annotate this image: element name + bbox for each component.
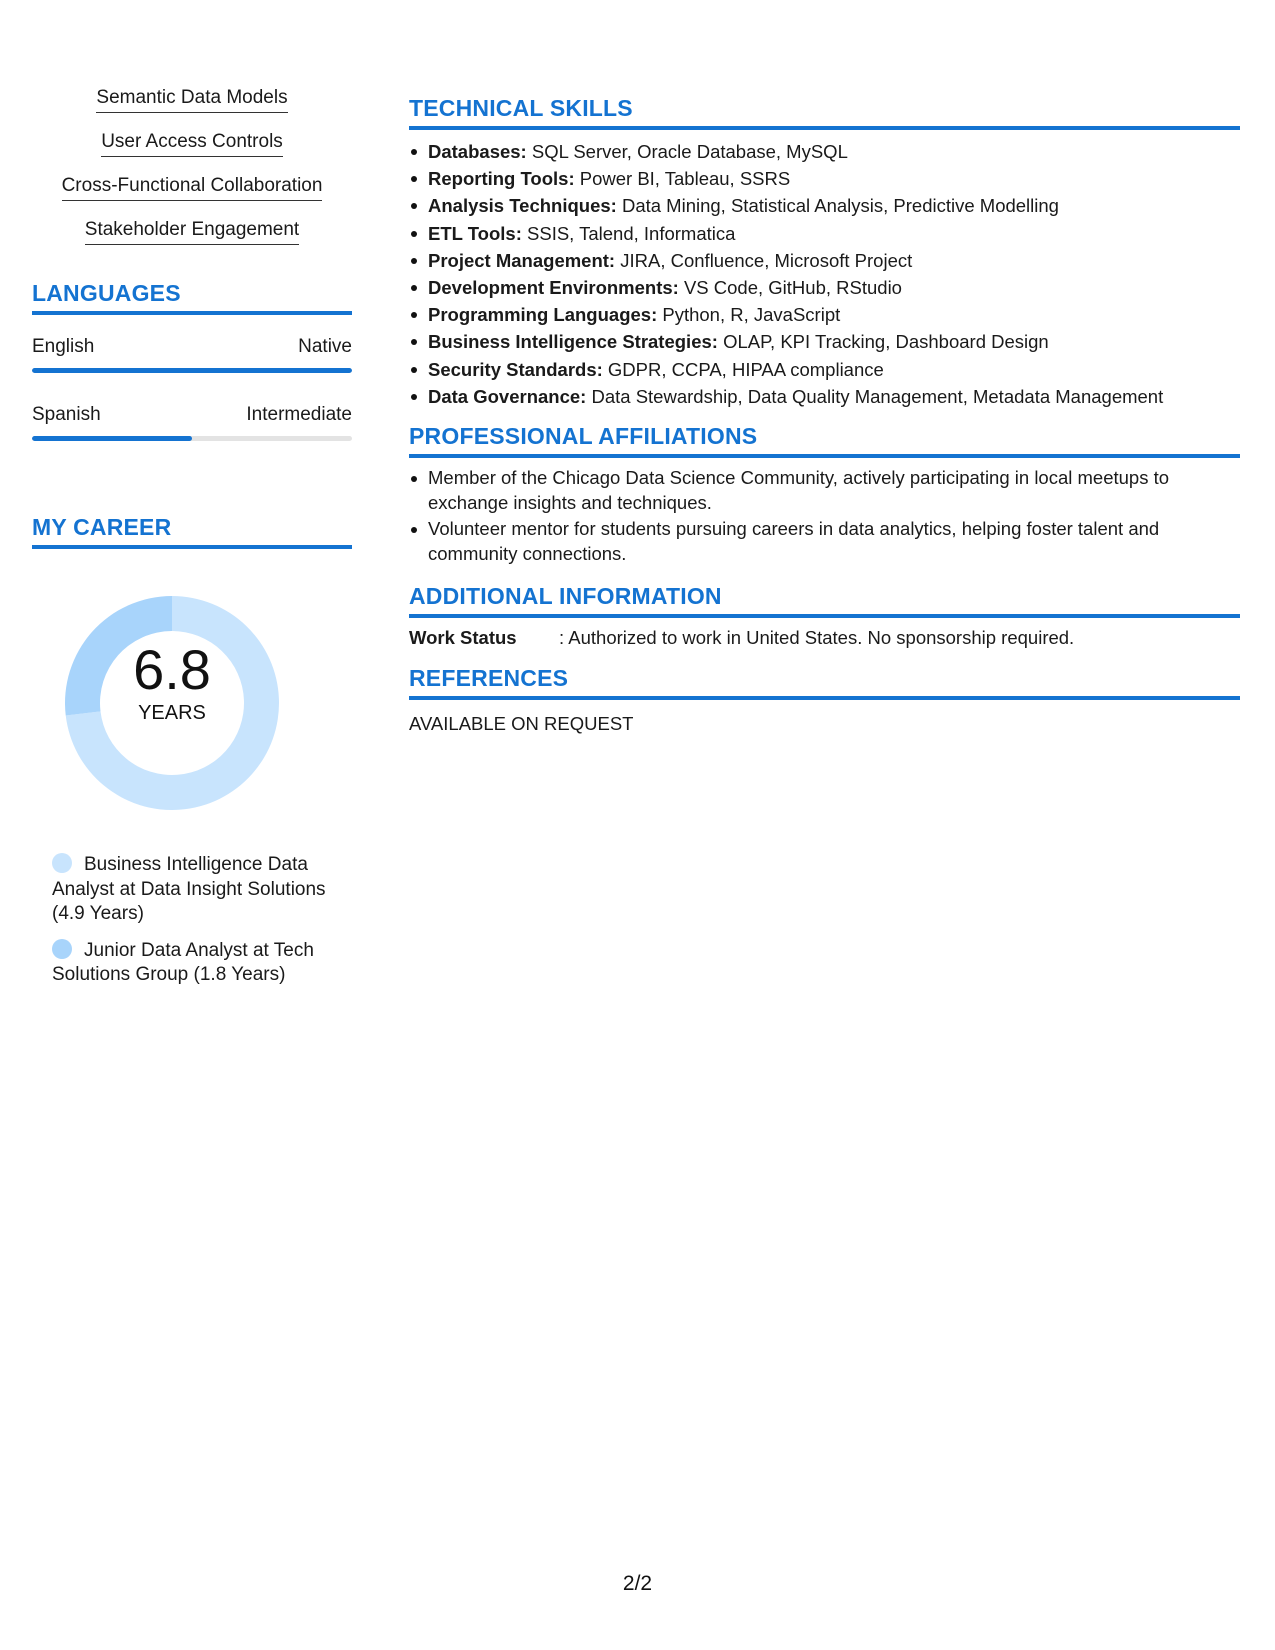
legend-dot-icon	[52, 853, 72, 873]
left-column	[32, 86, 352, 1000]
references-heading: REFERENCES	[409, 664, 1240, 700]
list-item: Member of the Chicago Data Science Community, actively participating in local meetups to exchange insights and techniques.	[428, 466, 1240, 515]
list-item	[428, 274, 1240, 301]
language-proficiency-bar	[32, 436, 352, 441]
career-role-label: Business Intelligence Data Analyst at Data Insight Solutions (4.9 Years)	[52, 854, 326, 924]
languages-heading: LANGUAGES	[32, 279, 352, 315]
language-proficiency-bar	[32, 368, 352, 373]
list-item	[428, 165, 1240, 192]
right-column	[409, 94, 1240, 748]
skill-value: OLAP, KPI Tracking, Dashboard Design	[717, 331, 1049, 353]
career-legend-item	[52, 939, 332, 988]
career-section	[32, 513, 352, 988]
languages-section	[32, 279, 352, 441]
skill-key: Analysis Techniques:	[428, 195, 617, 217]
technical-skills-section	[409, 94, 1240, 410]
language-level: Native	[298, 336, 352, 357]
list-item	[428, 383, 1240, 410]
page-number: 2/2	[622, 1572, 653, 1595]
career-years-unit: YEARS	[138, 702, 206, 724]
career-role-label: Junior Data Analyst at Tech Solutions Group (1.8 Years)	[52, 939, 314, 985]
skill-value: SQL Server, Oracle Database, MySQL	[526, 141, 848, 162]
references-section	[409, 664, 1240, 736]
skill-key: Development Environments:	[428, 277, 679, 299]
list-item	[428, 192, 1240, 219]
additional-info-heading: ADDITIONAL INFORMATION	[409, 582, 1240, 618]
career-legend	[32, 853, 352, 988]
skill-key: Reporting Tools:	[428, 168, 575, 190]
skill-value: JIRA, Confluence, Microsoft Project	[615, 249, 913, 271]
skill-key: Data Governance:	[428, 385, 587, 407]
skill-key: Security Standards:	[428, 358, 603, 380]
skill-value: VS Code, GitHub, RStudio	[678, 277, 902, 299]
skill-value: Python, R, JavaScript	[657, 304, 841, 326]
language-proficiency-fill	[32, 436, 192, 441]
skill-value: GDPR, CCPA, HIPAA compliance	[602, 358, 884, 380]
skill-tags	[32, 86, 352, 245]
skill-key: Programming Languages:	[428, 304, 658, 326]
list-item: Volunteer mentor for students pursuing careers in data analytics, helping foster talent and community connections.	[428, 517, 1240, 566]
language-level: Intermediate	[246, 404, 352, 425]
language-name: Spanish	[32, 404, 101, 425]
language-item	[32, 335, 352, 373]
list-item	[428, 328, 1240, 355]
list-item	[428, 247, 1240, 274]
language-name: English	[32, 336, 95, 357]
list-item	[428, 220, 1240, 247]
career-total-years: 6.8	[133, 638, 211, 701]
skill-key: Databases:	[428, 141, 527, 162]
additional-info-section	[409, 582, 1240, 650]
work-status-label: Work Status	[409, 627, 517, 649]
language-proficiency-fill	[32, 368, 352, 373]
skill-tag: User Access Controls	[101, 130, 283, 157]
skill-tag: Cross-Functional Collaboration	[62, 174, 323, 201]
technical-skills-list	[409, 138, 1240, 410]
references-text: AVAILABLE ON REQUEST	[409, 713, 634, 735]
career-heading: MY CAREER	[32, 513, 352, 549]
career-legend-item	[52, 853, 332, 927]
work-status-value: : Authorized to work in United States. No sponsorship required.	[559, 627, 1075, 649]
work-status-row	[409, 626, 1240, 650]
skill-value: Power BI, Tableau, SSRS	[574, 168, 791, 190]
skill-value: Data Stewardship, Data Quality Management, Metadata Management	[586, 385, 1164, 407]
list-item	[428, 138, 1240, 165]
affiliations-list	[409, 466, 1240, 566]
technical-skills-heading: TECHNICAL SKILLS	[409, 94, 1240, 130]
affiliations-heading: PROFESSIONAL AFFILIATIONS	[409, 422, 1240, 458]
skill-key: Business Intelligence Strategies:	[428, 331, 718, 353]
skill-tag: Semantic Data Models	[96, 86, 287, 113]
legend-dot-icon	[52, 939, 72, 959]
skill-key: ETL Tools:	[428, 222, 522, 244]
skill-value: SSIS, Talend, Informatica	[521, 222, 736, 244]
career-donut-chart	[32, 573, 352, 833]
list-item	[428, 301, 1240, 328]
affiliations-section	[409, 422, 1240, 566]
skill-key: Project Management:	[428, 249, 616, 271]
skill-tag: Stakeholder Engagement	[85, 218, 299, 245]
list-item	[428, 356, 1240, 383]
language-item	[32, 403, 352, 441]
skill-value: Data Mining, Statistical Analysis, Predictive Modelling	[616, 195, 1059, 217]
